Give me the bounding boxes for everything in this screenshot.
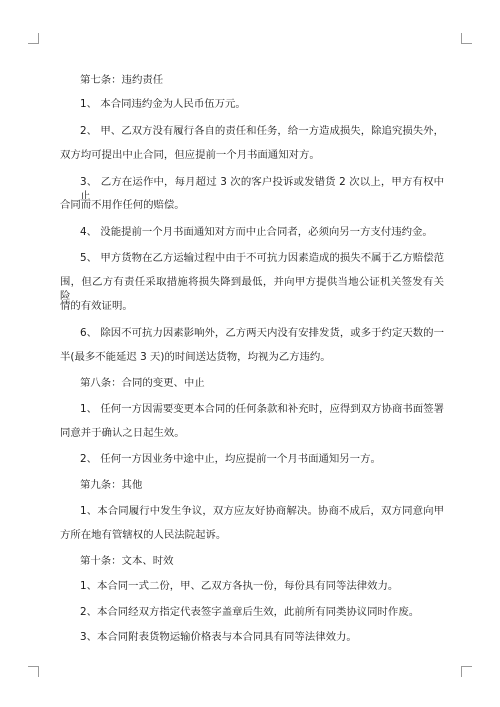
crop-mark-top-right (461, 33, 472, 44)
paragraph-line: 1、 本合同违约金为人民币伍万元。 (80, 98, 246, 110)
paragraph-line: 6、 除因不可抗力因素影响外，乙方两天内没有安排发货，或多于约定天数的一 (80, 327, 444, 339)
crop-mark-top-left (28, 33, 39, 44)
paragraph-line: 3、本合同附表货物运输价格表与本合同具有同等法律效力。 (80, 631, 357, 643)
paragraph-line: 方所在地有管辖权的人民法院起诉。 (60, 529, 227, 541)
paragraph-line: 情的有效证明。 (60, 300, 133, 312)
paragraph-line: 3、 乙方在运作中，每月超过 3 次的客户投诉或发错货 2 次以上，甲方有权中止 (80, 176, 444, 202)
paragraph-line: 双方均可提出中止合同，但应提前一个月书面通知对方。 (60, 149, 320, 161)
paragraph-line: 围，但乙方有责任采取措施将损失降到最低，并向甲方提供当地公证机关签发有关险 (60, 276, 444, 302)
section-heading-article-10: 第十条：文本、时效 (80, 555, 174, 567)
crop-mark-bottom-left (28, 666, 39, 677)
paragraph-line: 4、 没能提前一个月书面通知对方而中止合同者，必须向另一方支付违约金。 (80, 226, 433, 238)
section-heading-article-9: 第九条：其他 (80, 479, 143, 491)
crop-mark-bottom-right (461, 666, 472, 677)
section-heading-article-8: 第八条：合同的变更、中止 (80, 377, 205, 389)
section-heading-article-7: 第七条：违约责任 (80, 74, 164, 86)
paragraph-line: 1、 任何一方因需要变更本合同的任何条款和补充时，应得到双方协商书面签署 (80, 403, 444, 415)
paragraph-line: 1、本合同履行中发生争议，双方应友好协商解决。协商不成后，双方同意向甲 (80, 505, 444, 517)
paragraph-line: 2、本合同经双方指定代表签字盖章后生效，此前所有同类协议同时作废。 (80, 606, 420, 618)
paragraph-line: 半(最多不能延迟 3 天)的时间送达货物，均视为乙方违约。 (60, 351, 331, 363)
paragraph-line: 2、 甲、乙双方没有履行各自的责任和任务，给一方造成损失，除追究损失外， (80, 125, 444, 137)
paragraph-line: 2、 任何一方因业务中途中止，均应提前一个月书面通知另一方。 (80, 453, 381, 465)
paragraph-line: 5、 甲方货物在乙方运输过程中由于不可抗力因素造成的损失不属于乙方赔偿范 (80, 252, 444, 264)
paragraph-line: 合同而不用作任何的赔偿。 (60, 199, 185, 211)
paragraph-line: 1、本合同一式二份，甲、乙双方各执一份，每份具有同等法律效力。 (80, 580, 399, 592)
paragraph-line: 同意并于确认之日起生效。 (60, 427, 185, 439)
